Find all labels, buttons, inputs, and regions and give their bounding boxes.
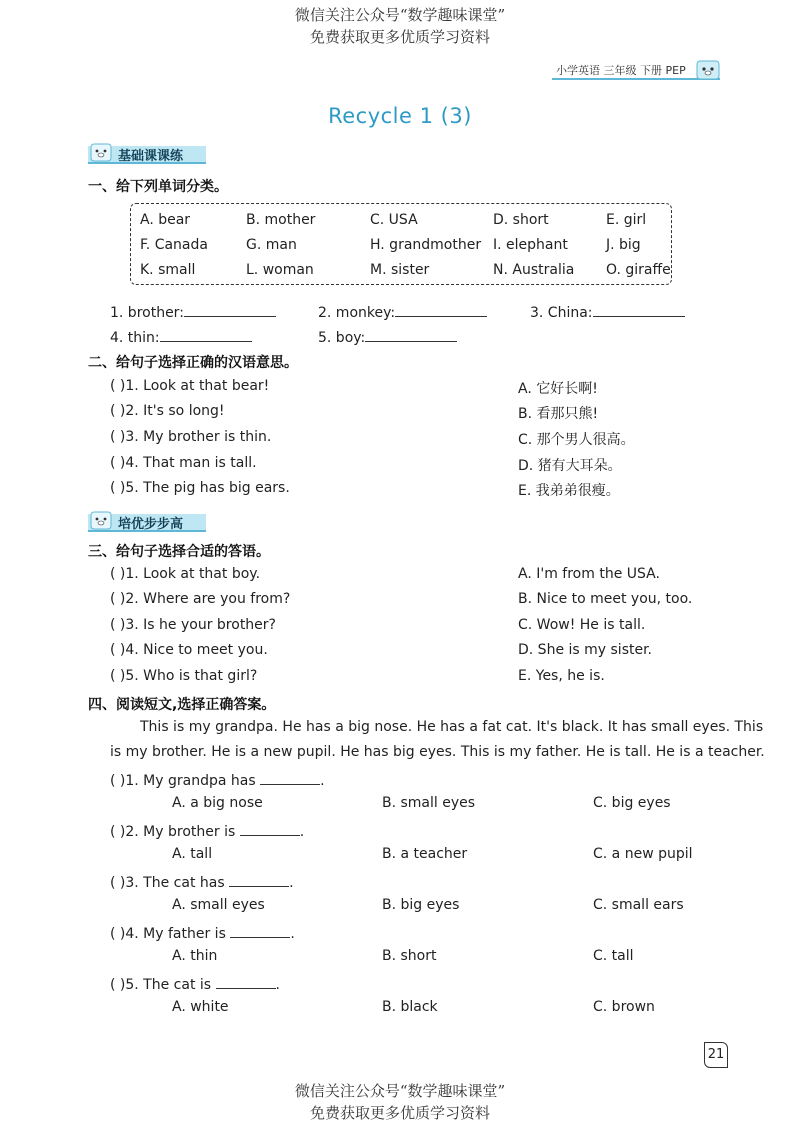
category-label: 1. brother: xyxy=(110,305,184,321)
question-item: ( )3. My brother is thin. xyxy=(110,429,272,445)
section4-heading: 四、阅读短文,选择正确答案。 xyxy=(88,697,276,713)
answer-option: B. Nice to meet you, too. xyxy=(518,591,693,607)
answer-option: C. 那个男人很高。 xyxy=(518,432,635,448)
answer-blank[interactable] xyxy=(184,302,276,317)
header-rule xyxy=(552,78,720,80)
section1-heading: 一、给下列单词分类。 xyxy=(88,179,228,195)
question-item: ( )4. That man is tall. xyxy=(110,455,257,471)
bear-icon xyxy=(90,510,112,530)
tag-advanced xyxy=(88,510,208,532)
option-b: B. big eyes xyxy=(382,897,460,913)
category-label: 4. thin: xyxy=(110,330,160,346)
book-label: 小学英语 三年级 下册 PEP xyxy=(556,64,686,77)
option-c: C. a new pupil xyxy=(593,846,693,862)
watermark-line: 免费获取更多优质学习资料 xyxy=(309,28,490,46)
page-number: 21 xyxy=(704,1042,728,1068)
answer-blank[interactable] xyxy=(229,872,289,887)
question-text: ( )1. My grandpa has xyxy=(110,773,256,789)
question-text: ( )2. My brother is xyxy=(110,824,236,840)
word-item: K. small xyxy=(140,262,196,278)
option-a: A. white xyxy=(172,999,229,1015)
word-item: C. USA xyxy=(370,212,418,228)
tag-label: 基础课课练 xyxy=(118,149,184,164)
category-item xyxy=(110,327,252,346)
question-item: ( )5. Who is that girl? xyxy=(110,668,258,684)
category-label: 5. boy: xyxy=(318,330,366,346)
answer-blank[interactable] xyxy=(593,302,685,317)
answer-option: D. She is my sister. xyxy=(518,642,653,658)
bear-icon xyxy=(90,142,112,162)
reading-question: ( )5. The cat is . xyxy=(110,974,280,993)
answer-blank[interactable] xyxy=(216,974,276,989)
category-item xyxy=(530,302,685,321)
word-item: B. mother xyxy=(246,212,316,228)
answer-option: D. 猪有大耳朵。 xyxy=(518,458,622,474)
question-item: ( )2. It's so long! xyxy=(110,403,225,419)
answer-option: E. 我弟弟很瘦。 xyxy=(518,483,620,499)
question-item: ( )1. Look at that boy. xyxy=(110,566,261,582)
answer-option: A. I'm from the USA. xyxy=(518,566,660,582)
word-item: A. bear xyxy=(140,212,191,228)
question-item: ( )2. Where are you from? xyxy=(110,591,291,607)
question-text: ( )3. The cat has xyxy=(110,875,225,891)
question-item: ( )4. Nice to meet you. xyxy=(110,642,268,658)
question-item: ( )5. The pig has big ears. xyxy=(110,480,290,496)
category-item xyxy=(318,302,487,321)
word-item: H. grandmother xyxy=(370,237,482,253)
option-b: B. a teacher xyxy=(382,846,468,862)
word-item: D. short xyxy=(493,212,549,228)
reading-question: ( )3. The cat has . xyxy=(110,872,294,891)
watermark-bottom xyxy=(0,1080,800,1124)
option-b: B. short xyxy=(382,948,437,964)
word-item: M. sister xyxy=(370,262,430,278)
category-item xyxy=(110,302,276,321)
word-item: O. giraffe xyxy=(606,262,671,278)
word-item: E. girl xyxy=(606,212,647,228)
category-label: 2. monkey: xyxy=(318,305,396,321)
word-item: G. man xyxy=(246,237,297,253)
category-item xyxy=(318,327,457,346)
option-c: C. big eyes xyxy=(593,795,671,811)
reading-question: ( )4. My father is . xyxy=(110,923,295,942)
word-item: F. Canada xyxy=(140,237,208,253)
section3-heading: 三、给句子选择合适的答语。 xyxy=(88,544,270,560)
word-item: N. Australia xyxy=(493,262,575,278)
watermark-line: 微信关注公众号“数学趣味课堂” xyxy=(294,6,506,24)
option-a: A. small eyes xyxy=(172,897,265,913)
question-text: ( )5. The cat is xyxy=(110,977,212,993)
bear-mascot-icon xyxy=(696,58,720,80)
answer-blank[interactable] xyxy=(260,770,320,785)
option-a: A. a big nose xyxy=(172,795,263,811)
answer-blank[interactable] xyxy=(365,327,457,342)
reading-question: ( )1. My grandpa has . xyxy=(110,770,325,789)
reading-question: ( )2. My brother is . xyxy=(110,821,304,840)
question-text: ( )4. My father is xyxy=(110,926,226,942)
answer-option: E. Yes, he is. xyxy=(518,668,605,684)
watermark-top xyxy=(0,4,800,48)
answer-blank[interactable] xyxy=(240,821,300,836)
watermark-line: 免费获取更多优质学习资料 xyxy=(309,1104,490,1122)
word-item: I. elephant xyxy=(493,237,568,253)
tag-basic xyxy=(88,142,208,164)
question-item: ( )3. Is he your brother? xyxy=(110,617,276,633)
answer-option: B. 看那只熊! xyxy=(518,406,599,422)
watermark-line: 微信关注公众号“数学趣味课堂” xyxy=(294,1082,506,1100)
tag-label: 培优步步高 xyxy=(118,517,184,532)
option-b: B. small eyes xyxy=(382,795,476,811)
question-item: ( )1. Look at that bear! xyxy=(110,378,270,394)
answer-blank[interactable] xyxy=(160,327,252,342)
answer-blank[interactable] xyxy=(395,302,487,317)
word-item: L. woman xyxy=(246,262,314,278)
option-c: C. brown xyxy=(593,999,655,1015)
option-b: B. black xyxy=(382,999,438,1015)
option-c: C. small ears xyxy=(593,897,684,913)
answer-option: A. 它好长啊! xyxy=(518,381,598,397)
option-a: A. tall xyxy=(172,846,213,862)
answer-blank[interactable] xyxy=(230,923,290,938)
page-title: Recycle 1 (3) xyxy=(328,104,472,128)
passage-line: This is my grandpa. He has a big nose. He has a fat cat. It's black. It has small eyes. This xyxy=(140,719,764,735)
category-label: 3. China: xyxy=(530,305,593,321)
answer-option: C. Wow! He is tall. xyxy=(518,617,646,633)
section2-heading: 二、给句子选择正确的汉语意思。 xyxy=(88,355,298,371)
option-c: C. tall xyxy=(593,948,634,964)
word-item: J. big xyxy=(606,237,641,253)
passage-line: is my brother. He is a new pupil. He has big eyes. This is my father. He is tall. He is a teacher. xyxy=(110,744,765,760)
option-a: A. thin xyxy=(172,948,218,964)
